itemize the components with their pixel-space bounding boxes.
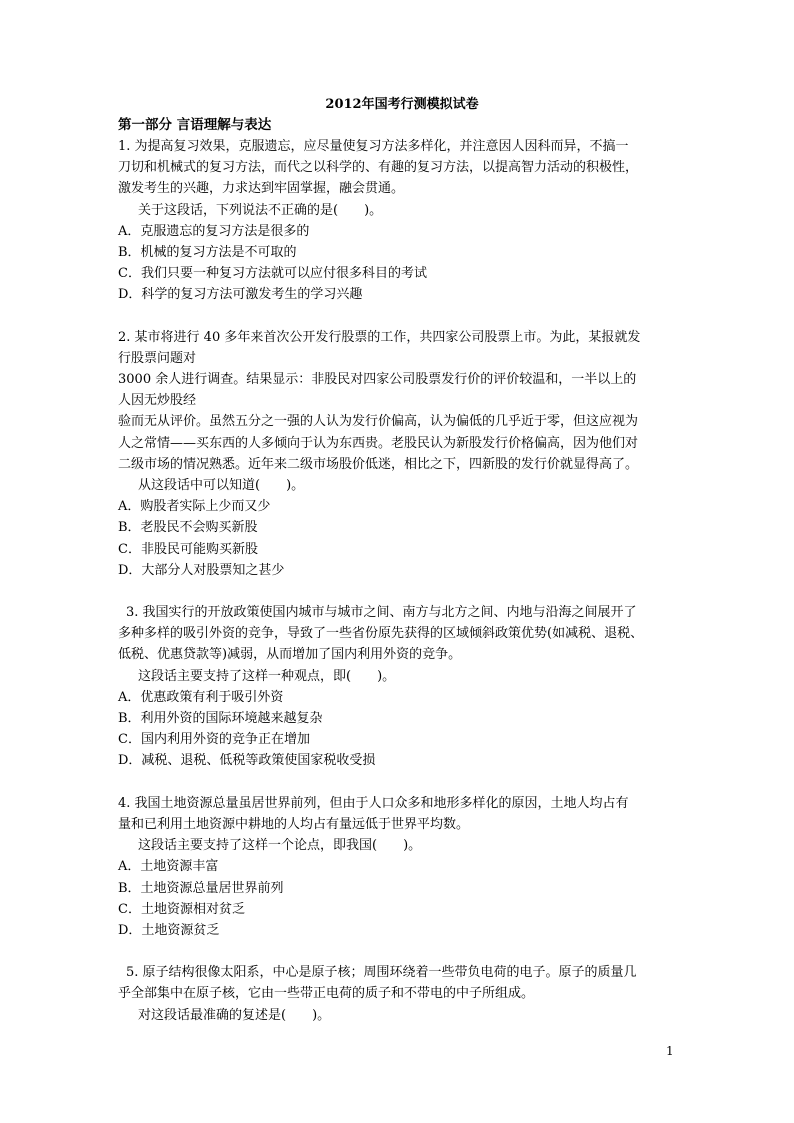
question-text-line: 验而无从评价。虽然五分之一强的人认为发行价偏高，认为偏低的几乎近于零，但这应视为	[118, 414, 639, 430]
option-b: B．机械的复习方法是不可取的	[118, 245, 297, 261]
option-d: D．科学的复习方法可激发考生的学习兴趣	[118, 287, 363, 303]
option-c: C．国内利用外资的竞争正在增加	[118, 732, 310, 748]
spacer	[118, 941, 678, 962]
question-text-line: 二级市场的情况熟悉。近年来二级市场股价低迷，相比之下，四新股的发行价就显得高了。	[118, 456, 639, 472]
option-d: D．减税、退税、低税等政策使国家税收受损	[118, 753, 376, 769]
question-4	[118, 793, 678, 941]
page-number: 1	[666, 1044, 674, 1058]
question-text-line: 刀切和机械式的复习方法，而代之以科学的、有趣的复习方法，以提高智力活动的积极性，	[118, 160, 639, 176]
question-stem: 这段话主要支持了这样一种观点，即( )。	[138, 668, 396, 684]
document-body	[118, 94, 678, 1026]
spacer	[118, 581, 678, 602]
spacer	[118, 772, 678, 793]
question-stem: 关于这段话，下列说法不正确的是( )。	[138, 202, 383, 218]
question-text-line: 乎全部集中在原子核，它由一些带正电荷的质子和不带电的中子所组成。	[118, 986, 535, 1002]
option-c: C．非股民可能购买新股	[118, 541, 258, 557]
question-text-line: 5. 原子结构很像太阳系，中心是原子核；周围环绕着一些带负电荷的电子。原子的质量几	[126, 965, 637, 981]
section-heading: 第一部分 言语理解与表达	[118, 117, 272, 133]
question-5	[118, 962, 678, 1026]
spacer	[118, 306, 678, 327]
question-text-line: 低税、优惠贷款等)减弱，从而增加了国内利用外资的竞争。	[118, 647, 462, 663]
option-c: C．我们只要一种复习方法就可以应付很多科目的考试	[118, 266, 427, 282]
question-stem: 从这段话中可以知道( )。	[138, 478, 305, 494]
question-text-line: 激发考生的兴趣，力求达到牢固掌握，融会贯通。	[118, 181, 405, 197]
question-text-line: 多种多样的吸引外资的竞争，导致了一些省份原先获得的区域倾斜政策优势(如减税、退税、	[118, 626, 644, 642]
option-c: C．土地资源相对贫乏	[118, 901, 245, 917]
question-text-line: 3000 余人进行调查。结果显示：非股民对四家公司股票发行价的评价较温和，一半以上的	[118, 372, 637, 388]
question-1	[118, 136, 678, 306]
document-title: 2012年国考行测模拟试卷	[325, 97, 479, 112]
question-text-line: 4. 我国土地资源总量虽居世界前列，但由于人口众多和地形多样化的原因，土地人均占有	[118, 795, 629, 811]
question-text-line: 量和已利用土地资源中耕地的人均占有量远低于世界平均数。	[118, 816, 470, 832]
option-b: B．老股民不会购买新股	[118, 520, 258, 536]
option-b: B．土地资源总量居世界前列	[118, 880, 284, 896]
question-text-line: 人因无炒股经	[118, 393, 197, 409]
option-a: A．土地资源丰富	[118, 859, 219, 875]
question-2	[118, 327, 678, 581]
question-text-line: 1. 为提高复习效果，克服遗忘，应尽量使复习方法多样化，并注意因人因科而异，不搞一	[118, 139, 629, 154]
question-text-line: 2. 某市将进行 40 多年来首次公开发行股票的工作，共四家公司股票上市。为此，某报就发	[118, 329, 641, 345]
option-d: D．土地资源贫乏	[118, 922, 220, 938]
question-3	[118, 602, 678, 772]
question-text-line: 3. 我国实行的开放政策使国内城市与城市之间、南方与北方之间、内地与沿海之间展开了	[126, 605, 637, 621]
question-text-line: 行股票问题对	[118, 350, 197, 366]
option-a: A．购股者实际上少而又少	[118, 499, 271, 515]
question-stem: 对这段话最准确的复述是( )。	[138, 1007, 331, 1023]
option-a: A．优惠政策有利于吸引外资	[118, 689, 284, 705]
question-text-line: 人之常情——买东西的人多倾向于认为东西贵。老股民认为新股发行价格偏高，因为他们对	[118, 435, 639, 451]
option-b: B．利用外资的国际环境越来越复杂	[118, 711, 323, 727]
option-d: D．大部分人对股票知之甚少	[118, 562, 285, 578]
option-a: A．克服遗忘的复习方法是很多的	[118, 223, 310, 239]
question-stem: 这段话主要支持了这样一个论点，即我国( )。	[138, 838, 422, 854]
